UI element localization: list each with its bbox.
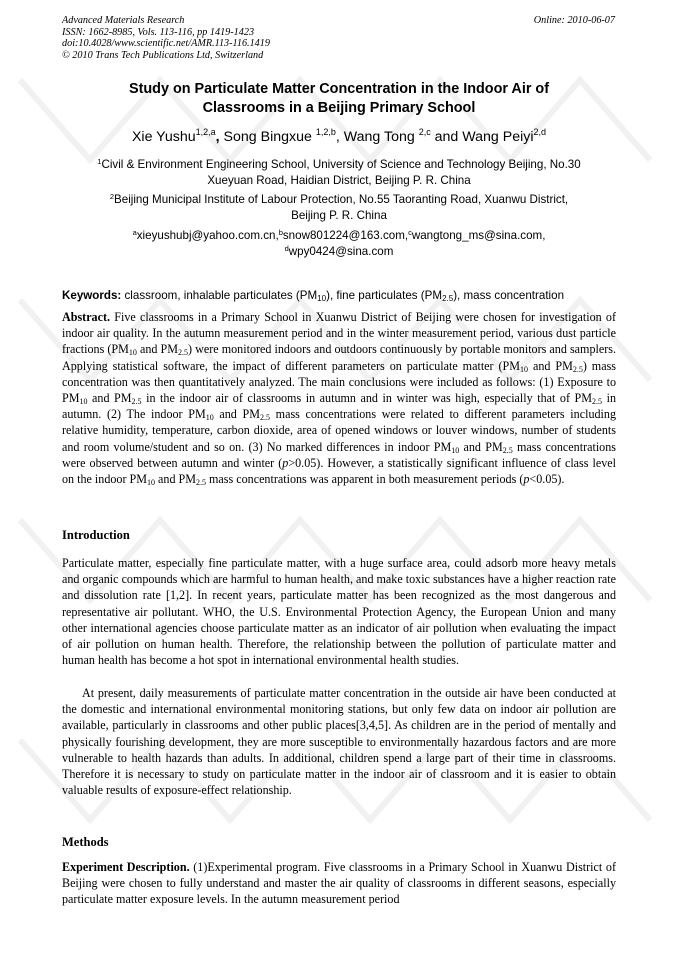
abstract-text: mass concentrations was apparent in both measurement periods ( xyxy=(206,472,524,487)
copyright-line: © 2010 Trans Tech Publications Ltd, Switzerland xyxy=(62,49,264,61)
affiliation-2 xyxy=(62,192,616,224)
subscript: 2.5 xyxy=(502,445,513,455)
email-list xyxy=(62,228,616,260)
author-list xyxy=(62,128,616,146)
email-link[interactable]: wpy0424@sina.com xyxy=(288,245,394,258)
online-date: Online: 2010-06-07 xyxy=(533,15,615,26)
abstract-text: in autumn. (2) The indoor PM xyxy=(62,391,616,422)
affil-sup: 1 xyxy=(97,157,102,166)
abstract-text: in the indoor air of classrooms in autumn and in winter was high, especially that of PM xyxy=(141,391,593,406)
subscript: 2.5 xyxy=(196,478,206,488)
abstract-text: and PM xyxy=(87,391,132,406)
journal-name: Advanced Materials Research xyxy=(62,15,185,26)
subscript: 2.5 xyxy=(178,348,189,358)
subscript: 2.5 xyxy=(260,413,270,423)
affil-1-line-1: Civil & Environment Engineering School, University of Science and Technology Beijing, No.30 xyxy=(101,158,581,171)
methods-paragraph xyxy=(62,859,616,908)
abstract-text: >0.05). However, a statistically significant influence of class level on the indoor PM xyxy=(62,455,616,487)
subscript: 2.5 xyxy=(592,397,603,407)
keywords-text: classroom, inhalable particulates (PM xyxy=(121,289,318,302)
email-link[interactable]: wangtong_ms@sina.com, xyxy=(411,229,546,242)
abstract xyxy=(62,309,616,487)
title-line-2: Classrooms in a Beijing Primary School xyxy=(202,100,476,116)
subscript: 10 xyxy=(128,348,137,358)
abstract-label: Abstract. xyxy=(62,310,111,324)
doi-line: doi:10.4028/www.scientific.net/AMR.113-116.1419 xyxy=(62,38,270,50)
author-affil-sup: 1,2,b xyxy=(315,127,336,137)
methods-text: (1)Experimental program. Five classrooms in a Primary School in Xuanwu District of Beijing were chosen to fully understand and master the air quality of classrooms in different seasons, especially particulate matter exposure levels. In the autumn measurement period xyxy=(62,860,616,907)
abstract-text: mass concentrations were related to different parameters including relative humidity, temperature, carbon dioxide, area of opened windows or louver windows, number of students and room volume/student and so on. (3) No marked differences in indoor PM xyxy=(62,407,616,454)
paper-title xyxy=(62,80,616,118)
abstract-text: Five classrooms in a Primary School in Xuanwu District of Beijing were chosen for investigation of indoor air quality. In the autumn measurement period and in the winter measurement period, various dust particle fractions (PM xyxy=(62,310,616,357)
author-name: Xie Yushu xyxy=(131,129,196,145)
subscript: 10 xyxy=(451,445,460,455)
subscript: 2.5 xyxy=(442,294,454,303)
email-sup: b xyxy=(278,228,283,237)
abstract-text: ) were monitored indoors and outdoors continuously by portable monitors and samplers. Applying statistical software, the impact of different parameters on particulate matter (PM xyxy=(62,342,616,373)
affil-1-line-2: Xueyuan Road, Haidian District, Beijing P. R. China xyxy=(207,174,471,187)
abstract-text: and PM xyxy=(528,358,573,373)
keywords-label: Keywords: xyxy=(62,289,122,302)
author-affil-sup: 1,2,a xyxy=(195,127,216,137)
subscript: 10 xyxy=(147,478,155,488)
subscript: 10 xyxy=(79,397,88,407)
italic-p: p xyxy=(523,472,530,487)
email-link[interactable]: snow801224@163.com, xyxy=(282,229,409,242)
abstract-text: and PM xyxy=(459,439,503,454)
author-name: Wang Peiyi xyxy=(462,129,534,145)
keywords-text: ), fine particulates (PM xyxy=(326,289,443,302)
author-affil-sup: 2,d xyxy=(533,127,547,137)
author-sep: and xyxy=(430,129,463,145)
section-heading-introduction: Introduction xyxy=(62,528,130,542)
author-name: Wang Tong xyxy=(343,129,419,145)
title-line-1: Study on Particulate Matter Concentration in the Indoor Air of xyxy=(128,81,549,97)
author-sep: , xyxy=(215,129,224,145)
affil-2-line-1: Beijing Municipal Institute of Labour Protection, No.55 Taoranting Road, Xuanwu District, xyxy=(114,193,569,206)
methods-label: Experiment Description. xyxy=(62,860,190,874)
abstract-text: mass concentrations were observed between autumn and winter ( xyxy=(62,439,616,470)
subscript: 2.5 xyxy=(131,397,142,407)
abstract-text: and PM xyxy=(136,342,179,357)
author-affil-sup: 2,c xyxy=(418,127,431,137)
subscript: 2.5 xyxy=(572,364,583,374)
abstract-text: and PM xyxy=(213,407,260,422)
keywords-text: ), mass concentration xyxy=(453,289,565,302)
email-link[interactable]: xieyushubj@yahoo.com.cn, xyxy=(136,229,279,242)
affil-sup: 2 xyxy=(109,192,115,201)
email-sup: a xyxy=(132,228,137,237)
author-name: Song Bingxue xyxy=(223,129,316,145)
subscript: 10 xyxy=(205,413,214,423)
abstract-text: ) mass concentration was then quantitatively analyzed. The main conclusions were included as follows: (1) Exposure to PM xyxy=(62,358,616,406)
italic-p: p xyxy=(282,455,289,470)
email-sup: d xyxy=(284,244,289,253)
intro-paragraph-2: At present, daily measurements of particulate matter concentration in the outside air have been conducted at the domestic and international environmental monitoring stations, but only few data on indoor air pollution are available, particularly in classrooms and other public places[3,4,5]. As children are in the period of mentally and physically fourishing development, they are more susceptible to environmentally hazardous factors and are more vulnerable to health hazards than adults. In additional, children spend a large part of their time in classrooms. Therefore it is necessary to study on particulate matter in the indoor air of classroom and it is easier to obtain valuable results of exposure-effect relationship. xyxy=(62,686,616,798)
intro-paragraph-1: Particulate matter, especially fine particulate matter, with a huge surface area, could adsorb more heavy metals and organic compounds which are harmful to human health, and make toxic substances have a higher reaction rate and dissolution rate [1,2]. In recent years, particulate matter has been recognized as the most dangerous and representative air pollutant. WHO, the U.S. Environmental Protection Agency, the European Union and many other international agencies choose particulate matter as an indicator of air pollution when evaluating the impact of air pollution on human health. Therefore, the relationship between the pollution of particulate matter and human health has become a hot spot in international environmental health studies. xyxy=(62,556,616,668)
section-heading-methods: Methods xyxy=(62,835,109,849)
keywords-line xyxy=(62,288,622,304)
author-sep: , xyxy=(335,129,344,145)
subscript: 10 xyxy=(520,364,529,374)
abstract-text: and PM xyxy=(155,472,196,487)
affil-2-line-2: Beijing P. R. China xyxy=(291,209,387,222)
email-sup: c xyxy=(408,228,412,237)
affiliation-1 xyxy=(62,157,616,189)
abstract-text: <0.05). xyxy=(529,472,565,487)
publication-meta xyxy=(62,15,270,61)
issn-line: ISSN: 1662-8985, Vols. 113-116, pp 1419-1423 xyxy=(62,26,255,38)
subscript: 10 xyxy=(317,294,327,303)
